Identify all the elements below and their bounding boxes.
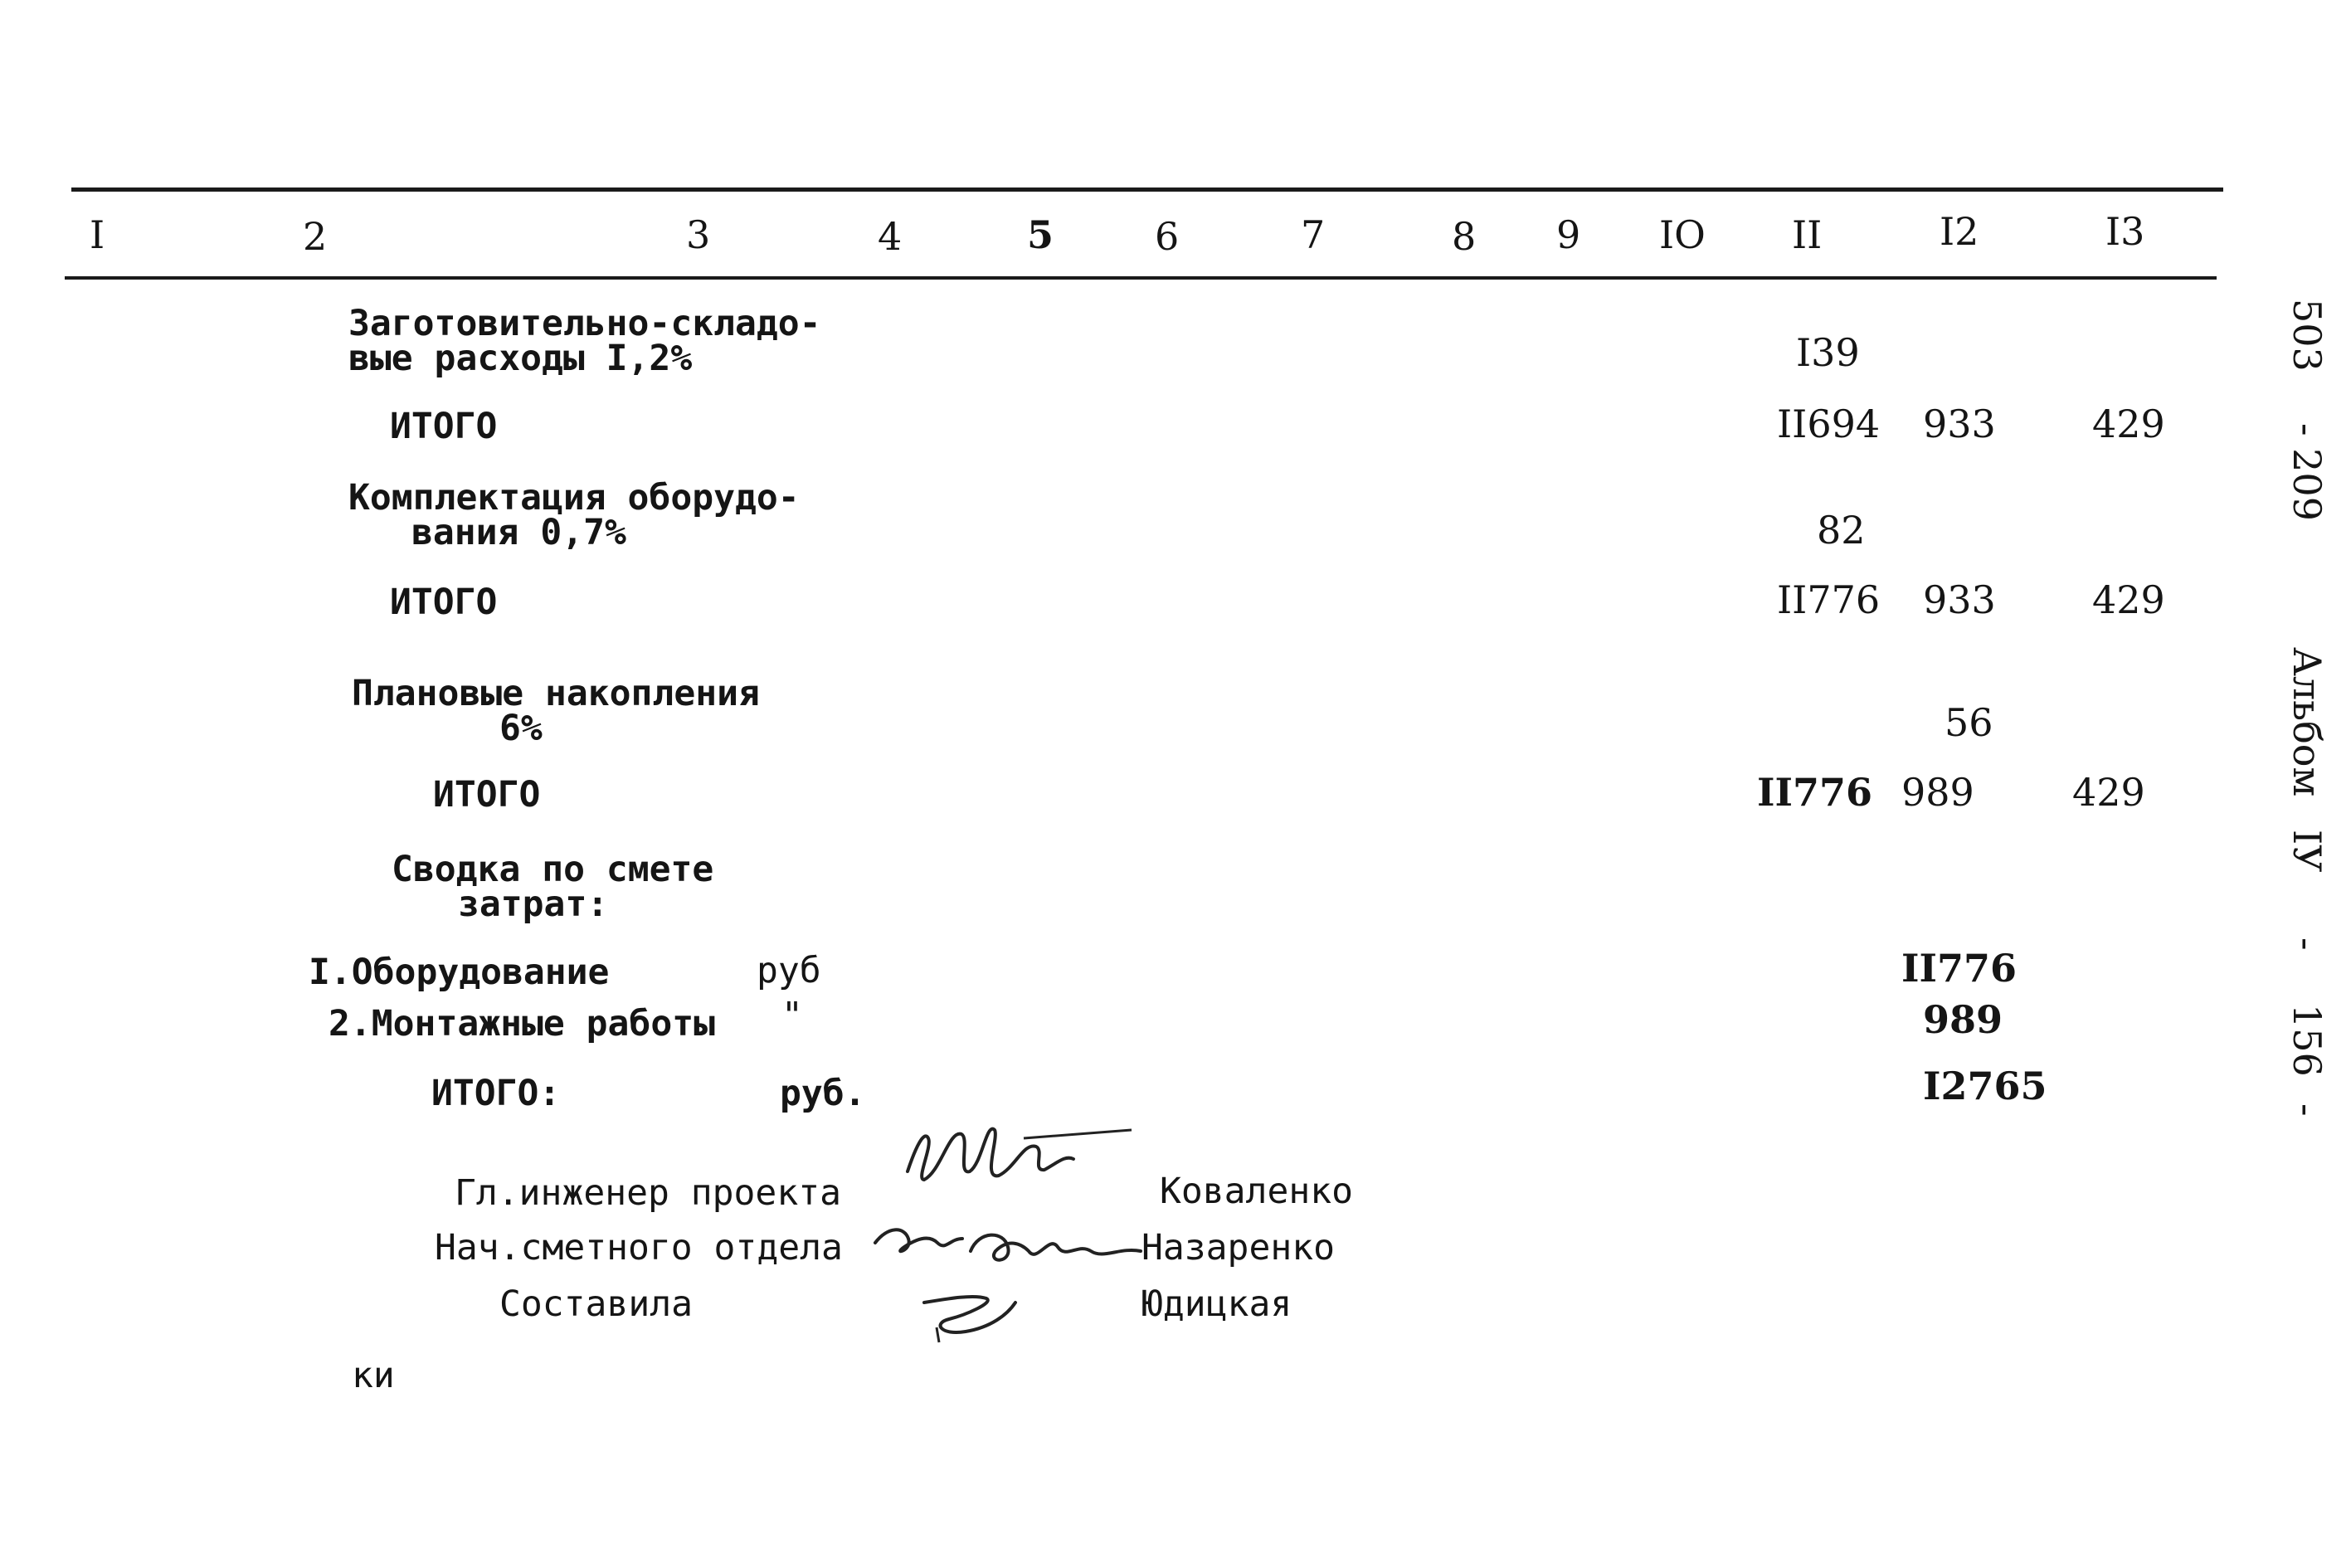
- summary-total-unit: руб.: [780, 1073, 866, 1114]
- row-value: II776: [1757, 770, 1873, 815]
- row-value: 989: [1901, 770, 1974, 815]
- summary-title: затрат:: [458, 884, 609, 925]
- summary-item-label: 2.Монтажные работы: [329, 1003, 715, 1045]
- column-number: 8: [1452, 214, 1477, 259]
- signature-role: Составила: [499, 1283, 693, 1325]
- row-label: вые расходы I,2%: [348, 338, 693, 379]
- side-stamp-part: Альбом: [2285, 647, 2329, 797]
- column-number: 9: [1556, 212, 1581, 257]
- side-stamp: [2258, 299, 2333, 1145]
- summary-item-label: I.Оборудование: [309, 952, 610, 993]
- summary-total-value: I2765: [1923, 1064, 2047, 1108]
- side-stamp-part: 156: [2285, 1004, 2329, 1077]
- row-value: II694: [1777, 402, 1881, 446]
- signature-role: Гл.инженер проекта: [455, 1172, 841, 1214]
- column-number: 4: [878, 214, 903, 259]
- summary-item-unit: ": [781, 995, 803, 1036]
- top-rule: [71, 187, 2223, 192]
- side-stamp-part: - 209: [2285, 423, 2329, 521]
- signature-name: Коваленко: [1160, 1171, 1353, 1212]
- handwritten-signature: [916, 1278, 1032, 1344]
- subtotal-label: ИТОГО: [433, 774, 541, 816]
- column-number: I3: [2105, 209, 2145, 254]
- subtotal-label: ИТОГО: [390, 406, 498, 447]
- signature-role: Нач.сметного отдела: [435, 1227, 843, 1269]
- handwritten-signature: [871, 1218, 1145, 1284]
- summary-item-unit: руб: [757, 950, 821, 991]
- summary-total-label: ИТОГО:: [431, 1073, 561, 1114]
- side-stamp-part: 503: [2285, 299, 2329, 372]
- row-label: Комплектация оборудо-: [348, 477, 800, 519]
- row-value: 82: [1817, 508, 1866, 553]
- column-number: I: [90, 212, 105, 257]
- handwritten-signature: [891, 1113, 1140, 1205]
- column-number: 2: [303, 214, 328, 259]
- side-stamp-part: IУ: [2285, 830, 2329, 873]
- row-value: 429: [2072, 770, 2145, 815]
- row-value: 56: [1945, 700, 1993, 745]
- row-label: вания 0,7%: [411, 512, 626, 553]
- column-number: 5: [1027, 212, 1054, 257]
- header-bottom-rule: [65, 276, 2217, 280]
- row-value: 429: [2092, 577, 2165, 622]
- row-label: Плановые накопления: [352, 673, 760, 714]
- column-number: 7: [1301, 212, 1326, 257]
- column-number: I2: [1940, 209, 1979, 254]
- row-value: 933: [1923, 402, 1996, 446]
- row-value: 933: [1923, 577, 1996, 622]
- signature-name: Назаренко: [1141, 1227, 1335, 1269]
- side-stamp-part: -: [2285, 937, 2329, 951]
- column-number: IO: [1659, 212, 1706, 257]
- side-stamp-part: -: [2285, 1103, 2329, 1117]
- signature-name: Юдицкая: [1141, 1283, 1292, 1325]
- column-number: 3: [686, 212, 711, 257]
- row-value: II776: [1777, 577, 1881, 622]
- summary-item-value: 989: [1923, 997, 2003, 1042]
- row-value: I39: [1796, 330, 1860, 375]
- column-number: 6: [1155, 214, 1180, 259]
- summary-title: Сводка по смете: [392, 849, 714, 890]
- row-value: 429: [2092, 402, 2165, 446]
- row-label: 6%: [499, 708, 543, 749]
- summary-item-value: II776: [1901, 946, 2018, 991]
- row-label: Заготовительно-складо-: [348, 303, 821, 344]
- column-number: II: [1792, 212, 1823, 257]
- footer-mark: ки: [352, 1355, 395, 1396]
- subtotal-label: ИТОГО: [390, 582, 498, 623]
